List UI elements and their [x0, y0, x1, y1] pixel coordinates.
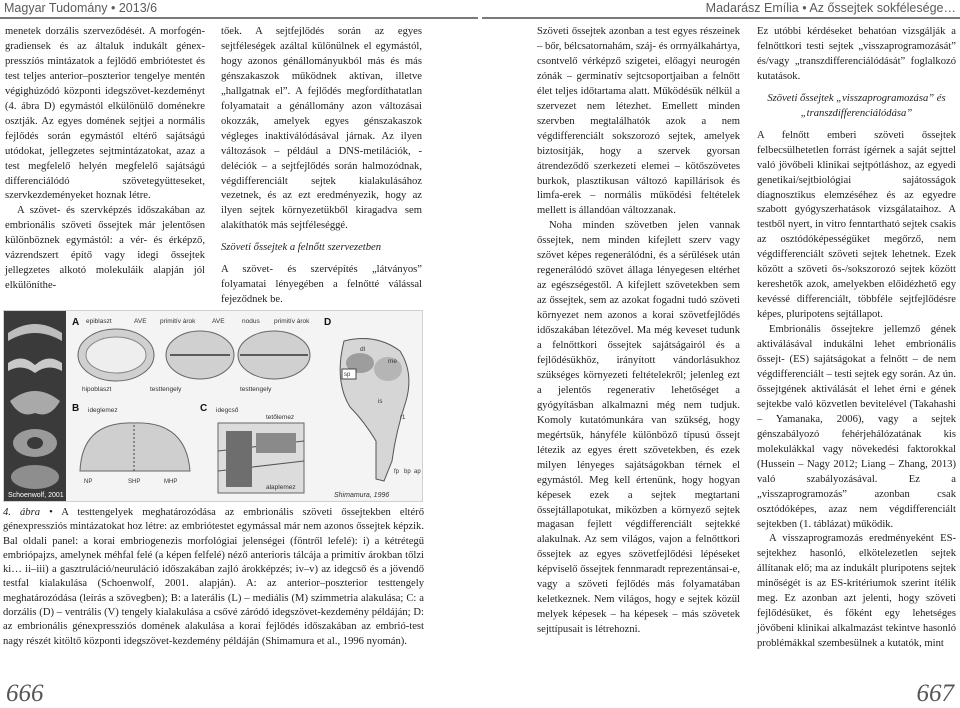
neural-plate-diagram [80, 423, 190, 471]
paragraph: A felnőtt emberi szöveti őssejtek felbecsülhetetlen forrást ígérnek a saját sejttel való jövőbeli klinikai sejtpótláshoz, az egyedi genetikai/sejtbiológiai sajátosságok diagnosztikus elemzéséhez és az egyedre szabott gyógyszerhatások vizsgálataihoz. A testből nyert, in vitro fenntartható sejtek csakis az osztódóképességüket megőrző, nem végdifferenciált szöveti sejtek lehetnek. Ezek között a szöveti ős-/sokszorozó sejtek között kereshetők azok, amelyekben előidézhető egy kevéssé differenciált, többféle sejtfejlődésre képes, pluripotens sejtállapot. [757, 129, 956, 321]
text-column-1 [5, 25, 205, 294]
text-column-2 [221, 25, 422, 308]
figure-4 [3, 310, 423, 502]
paragraph: A szövet- és szervépítés „látványos” folyamatai lényegében a felnőtté válással fejeződnek be. [221, 264, 422, 306]
label-mhp: MHP [164, 479, 178, 485]
label-r1: r1 [400, 415, 406, 421]
panel-label-d: D [324, 317, 332, 328]
micrograph-layer [11, 465, 59, 489]
paragraph: Embrionális őssejtekre jellemző gének aktiválásával indukálni lehet embrionális őssejt- (ES) sajátságokat a felnőtt – de nem végdifferenciált – testi sejtek egy során. Az ún. őssejtgének aktiválását el lehet érni e gének sejtekbe való közvetlen bevitelével (Takahashi – Yamanaka, 2006), vagy a sejtek génszabályozó fehérjehálózatának kis molekulákkal vagy növekedési faktorokkal (Hussein – Nagy 2012; Liang – Zhang, 2013) való szabályozásával. Ez a „visszaprogramozás” azonban csak osztódóképes, azaz nem végdifferenciált sejtekben (1. táblázat) működik. [757, 324, 956, 530]
header-rule-right [482, 17, 960, 19]
panel-label-b: B [72, 403, 80, 414]
panel-label-c: C [200, 403, 208, 414]
label-bp: bp [404, 469, 411, 475]
label-neural-tube: idegcső [216, 407, 239, 414]
paragraph: menetek dorzális szerveződését. A morfogén-gradiensek és az általuk indukált génex-presszíós mintázatok a fejlődő embriótestet és test teljes anterior–poszterior tengelye mentén végighúzódó központi idegszövet-kezdeményt (4. ábra D) egymástól elkülönülő doménekre osztják. Az egyes domének sejtjei a normális fejlődés során egymástól eltérő sajátságú utódokat, jellegzetes sejtmintázatokat, azaz a test megfelelő helyén megfelelő sajátságú differenciálódó szövetegyütteseket, szervkezdeményeket hoznak létre. [5, 26, 205, 202]
label-dl: dl [360, 346, 366, 353]
paragraph: Szöveti őssejtek azonban a test egyes részeinek – bőr, bélcsatornahám, száj- és orrnyálkahártya, csontvelő vérképző szigetei, előagyi neurogén zónák – germinatív sejtcsoportjaiban a felnőtt élet teljes időtartama alatt. Működésük nélkül a szervezet nem létezhet. Emellett minden szervben megtalálhatók azok a nem végdifferenciált sokszorozó sejtek, amelyek biztosítják, hogy a szervek gyorsan átrendeződő szerkezeti elemei – kötőszövetes burkok, plasztikusan változó kapillárisok és limfa-erek – normális működési feltételek mellett is állandóan változzanak. [537, 26, 740, 217]
section-subheading: Szöveti őssejtek „visszaprogramozása” és „transzdifferenciálódása” [767, 92, 946, 119]
running-head-right: Madarász Emília • Az őssejtek sokfélesége… [705, 1, 956, 15]
label-hypoblast: hipoblaszt [82, 386, 112, 393]
caption-text: A testtengelyek meghatározódása az embrionális szöveti őssejtekben eltérő génexpressziós mintázatokat hoz létre: az embriótestet egymással már nem azonos őssejtek képzik. Bal oldali panel: a korai embriogenezis morfológiai jelenségei (föntről lefelé): i) a kétrétegű embriópajzs, amelynek méhfal felé (a képen felfelé) néző anterioris tálcája a primitív árokban tőlzi ki… ii–iii) a gasztruláció/neuruláció időszakában zajló árokképzés; iv–v) az idegcső és a jövendő testfal kialakulása (Schoenwolf, 2001. alapján). A: az anterior–poszterior testtengely meghatározódása (leírás a szövegben); B: a laterális (L) – mediális (M) szimmetria alakulása; C: a dorzális (D) – ventrális (V) tengely kialakulása a csővé záródó idegszövet-kezdemény példáján; D: az embrionális génexpressziós domének alakulása a korai fejlődés időszakában az embrió-test nagy részét kitöltő központi idegszövet-kezdemény példáján (Shimamura et al., 1996 nyomán). [3, 507, 424, 647]
label-me: me [388, 358, 398, 365]
figure-caption [3, 506, 424, 649]
tube-region [226, 431, 252, 487]
label-node: nodus [242, 318, 260, 325]
label-roof-plate: tetőlemez [266, 414, 295, 421]
running-head-left: Magyar Tudomány • 2013/6 [4, 1, 158, 15]
label-fp: fp [394, 469, 400, 475]
paragraph: A szövet- és szervképzés időszakában az embrionális szöveti őssejtek már jelentősen különböznek egymástól: a vér- és érképző, vázrendszert építő vagy idegi őssejtek jellegzetes alkotó molekuláik alapján jól elkülöníthe- [5, 205, 205, 292]
label-shp: SHP [128, 479, 141, 485]
figure-credit-d: Shimamura, 1996 [334, 492, 390, 499]
label-body-axis: testtengely [240, 386, 272, 393]
paragraph: Noha minden szövetben jelen vannak őssejtek, nem minden kifejlett szerv vagy szövet képes regenerálódni, és a sérülések után regenerálódó szövet állaga lényegesen eltérhet az egészségestől. A kifejlett szövetekben sem az őssejtek, sem az azokat fogadni tudó szöveti környezet nem azonos a korai szövetfejlődés időszakában létezővel. Ma még keveset tudunk a felnőttkori őssejtek sajátságairól és a fejlődésükhöz, irányított vándorlásukhoz szükséges környezeti feltételekről; jelenleg ezt a jelentős regenerativ lehetőséget a gyógyításban alkalmazni még nem tudjuk. Komoly kutatómunkára van szükség, hogy megértsük, hányféle különböző típusú őssejt létezik az egyes érett szövetekben, és ezek milyen lényeges sajátságokban térnek el egymástól. Meg kell értenünk, hogy hogyan képesek ezek a sejtek megtartani őssejtállapotukat, miközben a környező sejtek magasan fejlett végdifferenciált sejtekké alakulnak. Az sem világos, vajon a felnőttkori őssejtek az egyes szövetfejlődési lépéseket képviselő őssejtek fennmaradt reprezentánsai-e, vagy a szöveti fejlődés más folyamatában keletkeznek. Nem világos, hogy e sejtek közül melyek képesek – ha képesek – más szövetek sejttípusait is létrehozni. [537, 220, 740, 636]
label-floor-plate: alaplemez [266, 484, 296, 491]
label-neural-plate: ideglemez [88, 407, 118, 414]
text-column-3 [537, 25, 740, 638]
text-column-4 [757, 25, 956, 652]
label-body-axis: testtengely [150, 386, 182, 393]
panel-label-a: A [72, 317, 80, 328]
page-number-right: 667 [916, 680, 954, 707]
paragraph: A visszaprogramozás eredményeként ES-sejtekhez hasonló, elkötelezetlen sejtek állítanak elő; ma az indukált pluripotens sejtek minőségét is az ES-kritériumok szerint ítélik meg. Ez azonban azt jelenti, hogy szöveti fejlődésüket, és főként egy lehetséges jövőbeni klinikai alkalmazást tekintve hasonló problémákkal szembesülnek a kutatók, mint [757, 533, 956, 650]
label-ave: AVE [134, 318, 147, 325]
paragraph: Ez utóbbi kérdéseket behatóan vizsgálják a felnőttkori testi sejtek „visszaprogramozását” és/vagy „transzdifferenciálódását” foglalkozó kutatások. [757, 26, 956, 82]
header-rule-left [0, 17, 478, 19]
label-ap: ap [414, 469, 421, 475]
paragraph: tőek. A sejtfejlődés során az egyes sejtféleségek azáltal különülnek el egymástól, hogy azonos génállományukból más és más génszakaszok működnek aktívan, illetve „hallgatnak el”. A fejlődés megfordíthatatlan folyamatait a génállomány azon változásai okozzák, amelyek egyes génszakaszok végleges inaktiválódásával járnak. Az ilyen változások – például a DNS-metilációk, -deléciók – a sejtfejlődés során halmozódnak, végdifferenciált sejtek kialakulásához vezetnek, és az ezt eredményezik, hogy az ilyen sejtek környezetükből kiragadva sem alakíthatók más sejtféleséggé. [221, 26, 422, 232]
label-primitive-streak: primitív árok [160, 318, 196, 325]
section-subheading: Szöveti őssejtek a felnőtt szervezetben [221, 242, 382, 254]
caption-label: 4. ábra • [3, 507, 53, 518]
tube-region [256, 433, 296, 453]
figure-4-illustration [4, 311, 423, 502]
label-epiblast: epiblaszt [86, 318, 112, 325]
figure-credit-a: Schoenwolf, 2001 [8, 492, 64, 499]
label-primitive-streak: primitív árok [274, 318, 310, 325]
label-np: NP [84, 479, 93, 485]
label-ave: AVE [212, 318, 225, 325]
label-sp: sp [344, 372, 351, 378]
label-is: is [378, 399, 383, 405]
page-number-left: 666 [6, 680, 44, 707]
